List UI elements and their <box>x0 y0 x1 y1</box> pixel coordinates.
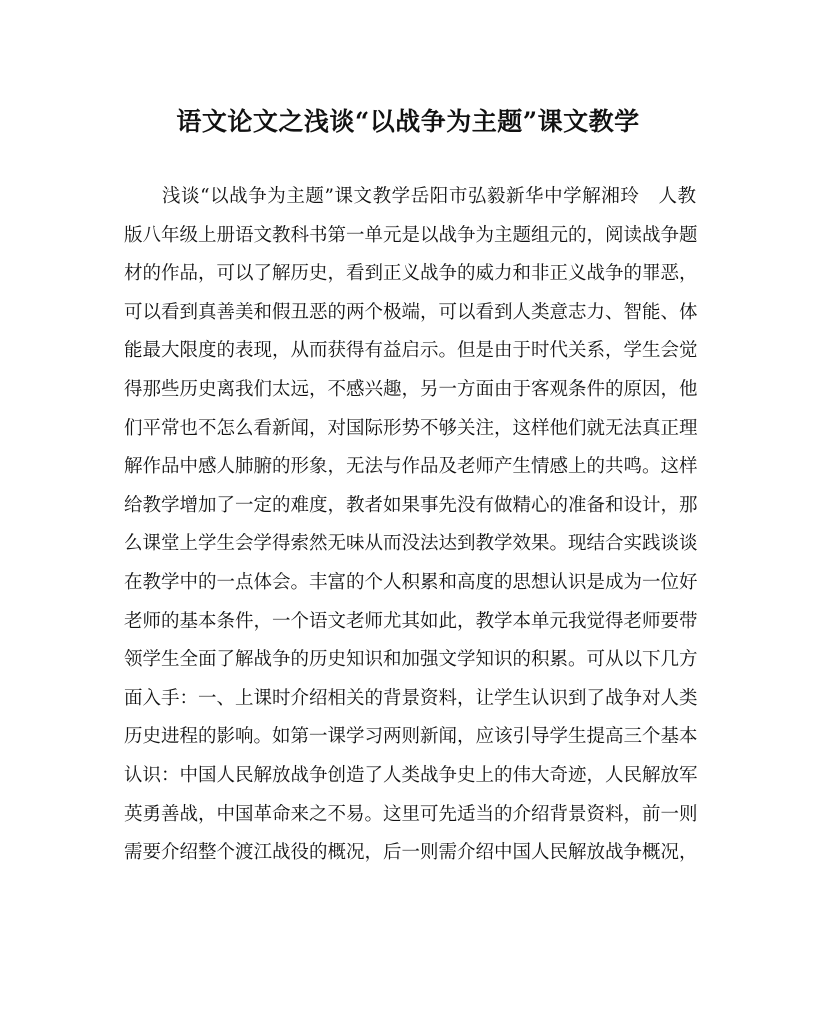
text-line: 材的作品，可以了解历史，看到正义战争的威力和非正义战争的罪恶， <box>124 263 698 285</box>
text-line: 们平常也不怎么看新闻，对国际形势不够关注，这样他们就无法真正理 <box>124 417 698 439</box>
text-line: 认识：中国人民解放战争创造了人类战争史上的伟大奇迹，人民解放军 <box>124 764 698 786</box>
text-line: 能最大限度的表现，从而获得有益启示。但是由于时代关系，学生会觉 <box>124 340 698 362</box>
text-line: 版八年级上册语文教科书第一单元是以战争为主题组元的，阅读战争题 <box>124 224 698 246</box>
text-line: 得那些历史离我们太远，不感兴趣，另一方面由于客观条件的原因，他 <box>124 378 698 400</box>
text-line: 历史进程的影响。如第一课学习两则新闻，应该引导学生提高三个基本 <box>124 726 698 748</box>
text-line: 给教学增加了一定的难度，教者如果事先没有做精心的准备和设计，那 <box>124 494 698 516</box>
text-line: 需要介绍整个渡江战役的概况，后一则需介绍中国人民解放战争概况， <box>124 842 698 864</box>
text-line: 么课堂上学生会学得索然无味从而没法达到教学效果。现结合实践谈谈 <box>124 533 698 555</box>
text-line: 面入手：一、上课时介绍相关的背景资料，让学生认识到了战争对人类 <box>124 687 698 709</box>
text-line: 老师的基本条件，一个语文老师尤其如此，教学本单元我觉得老师要带 <box>124 610 698 632</box>
body-text <box>124 178 696 873</box>
text-line: 解作品中感人肺腑的形象，无法与作品及老师产生情感上的共鸣。这样 <box>124 456 698 478</box>
text-line: 领学生全面了解战争的历史知识和加强文学知识的积累。可从以下几方 <box>124 649 698 671</box>
text-line: 在教学中的一点体会。丰富的个人积累和高度的思想认识是成为一位好 <box>124 571 698 593</box>
text-line: 可以看到真善美和假丑恶的两个极端，可以看到人类意志力、智能、体 <box>124 301 698 323</box>
text-line: 浅谈“以战争为主题”课文教学岳阳市弘毅新华中学解湘玲 人教 <box>162 186 696 207</box>
document-title: 语文论文之浅谈“以战争为主题”课文教学 <box>176 107 640 136</box>
text-line: 英勇善战，中国革命来之不易。这里可先适当的介绍背景资料，前一则 <box>124 803 698 825</box>
